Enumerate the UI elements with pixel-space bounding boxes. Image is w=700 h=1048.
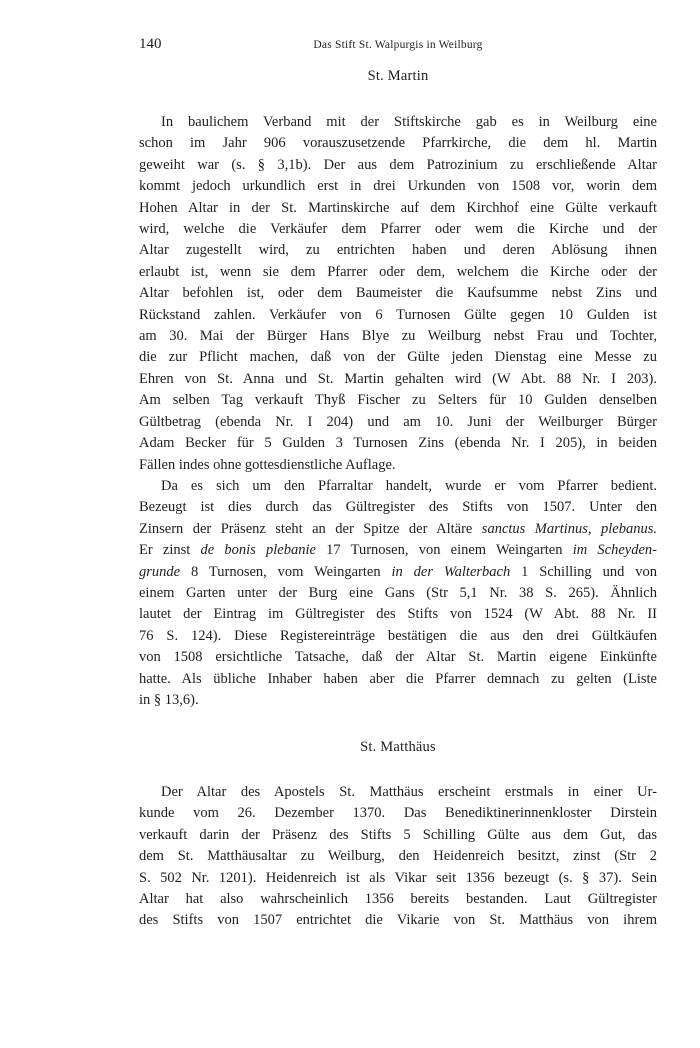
place-name: in der Walterbach: [391, 563, 511, 580]
latin-quote: sanctus Martinus, plebanus.: [481, 520, 657, 537]
text-line: In baulichem Verband mit der Stiftskirche gab es in Weilburg eine: [161, 114, 657, 130]
text-line: [139, 562, 657, 583]
text-line: Bezeugt ist dies durch das Gültregister des Stifts von 1507. Unter den: [139, 499, 657, 516]
text-line: lautet der Eintrag im Gültregister des Stifts von 1524 (W Abt. 88 Nr. II: [139, 606, 657, 623]
text-line: Fällen indes ohne gottesdienstliche Auflage.: [139, 456, 396, 473]
latin-quote: de bonis plebanie: [200, 542, 316, 559]
text-line: die zur Pflicht machen, daß von der Gülte jeden Dienstag eine Messe zu: [139, 349, 657, 366]
text-line: wird, welche die Verkäufer dem Pfarrer oder wem die Kirche und der: [139, 221, 657, 238]
text-line: kommt jedoch urkundlich erst in drei Urkunden von 1508 vor, worin dem: [139, 178, 657, 195]
text-run: Er zinst: [139, 542, 201, 559]
running-head: [139, 36, 657, 56]
text-line: einem Garten unter der Burg eine Gans (Str 5,1 Nr. 38 S. 265). Ähnlich: [139, 584, 657, 601]
place-name: im Scheyden-: [572, 542, 657, 559]
text-line: kunde vom 26. Dezember 1370. Das Benediktinerinnenkloster Dirstein: [139, 805, 657, 822]
text-line: Altar zugestellt wird, zu entrichten haben und deren Ablösung ihnen: [139, 242, 657, 259]
text-line: verkauft darin der Präsenz des Stifts 5 Schilling Gülte aus dem Gut, das: [139, 826, 657, 843]
text-line: Da es sich um den Pfarraltar handelt, wurde er vom Pfarrer bedient.: [161, 477, 657, 494]
section-heading-st-matthaeus: St. Matthäus: [360, 739, 436, 755]
place-name: grunde: [139, 563, 181, 580]
running-title: Das Stift St. Walpurgis in Weilburg: [313, 39, 483, 51]
text-line: [139, 519, 657, 540]
text-line: erlaubt ist, wenn sie dem Pfarrer oder dem, welchem die Kirche oder der: [139, 263, 657, 280]
text-line: Ehren von St. Anna und St. Martin gehalten wird (W Abt. 88 Nr. I 203).: [139, 370, 657, 387]
text-run: 1 Schilling und von: [510, 563, 657, 580]
text-line: am 30. Mai der Bürger Hans Blye zu Weilburg nebst Frau und Tochter,: [139, 328, 657, 345]
text-line: Adam Becker für 5 Gulden 3 Turnosen Zins (ebenda Nr. I 205), in beiden: [139, 435, 657, 452]
text-line: 76 S. 124). Diese Registereinträge bestätigen die aus den drei Gültkäufen: [139, 627, 657, 644]
text-line: Der Altar des Apostels St. Matthäus erscheint erstmals in einer Ur-: [161, 784, 657, 800]
text-line: dem St. Matthäusaltar zu Weilburg, den Heidenreich besitzt, zinst (Str 2: [139, 848, 657, 865]
text-run: 17 Turnosen, von einem Weingarten: [315, 542, 573, 559]
text-run: Zinsern der Präsenz steht an der Spitze der Altäre: [139, 520, 482, 537]
text-line: von 1508 ersichtliche Tatsache, daß der Altar St. Martin eigene Einkünfte: [139, 649, 657, 666]
paragraph-st-martin-1: [139, 112, 657, 711]
text-line: [139, 540, 657, 561]
text-line: in § 13,6).: [139, 691, 199, 708]
section-heading-st-martin: St. Martin: [367, 68, 429, 84]
text-line: geweiht war (s. § 3,1b). Der aus dem Patrozinium zu erschließende Altar: [139, 156, 657, 173]
text-run: 8 Turnosen, vom Weingarten: [180, 563, 392, 580]
text-line: hatte. Als übliche Inhaber haben aber die Pfarrer demnach zu gelten (Liste: [139, 670, 657, 687]
text-line: des Stifts von 1507 entrichtet die Vikarie von St. Matthäus von ihrem: [139, 912, 657, 929]
text-line: Gültbetrag (ebenda Nr. I 204) und am 10. Juni der Weilburger Bürger: [139, 413, 657, 430]
text-line: Altar befohlen ist, oder dem Baumeister die Kaufsumme nebst Zins und: [139, 285, 657, 302]
text-line: schon im Jahr 906 vorauszusetzende Pfarrkirche, die dem hl. Martin: [139, 135, 657, 152]
text-line: Rückstand zahlen. Verkäufer von 6 Turnosen Gülte gegen 10 Gulden ist: [139, 306, 657, 323]
text-line: Hohen Altar in der St. Martinskirche auf dem Kirchhof eine Gülte verkauft: [139, 199, 657, 216]
paragraph-st-matthaeus-1: [139, 782, 657, 932]
text-line: Altar hat also wahrscheinlich 1356 bereits bestanden. Laut Gültregister: [139, 891, 657, 908]
page-number: 140: [139, 36, 162, 52]
text-line: S. 502 Nr. 1201). Heidenreich ist als Vikar seit 1356 bezeugt (s. § 37). Sein: [139, 869, 657, 886]
text-line: Am selben Tag verkauft Thyß Fischer zu Selters für 10 Gulden denselben: [139, 392, 657, 409]
